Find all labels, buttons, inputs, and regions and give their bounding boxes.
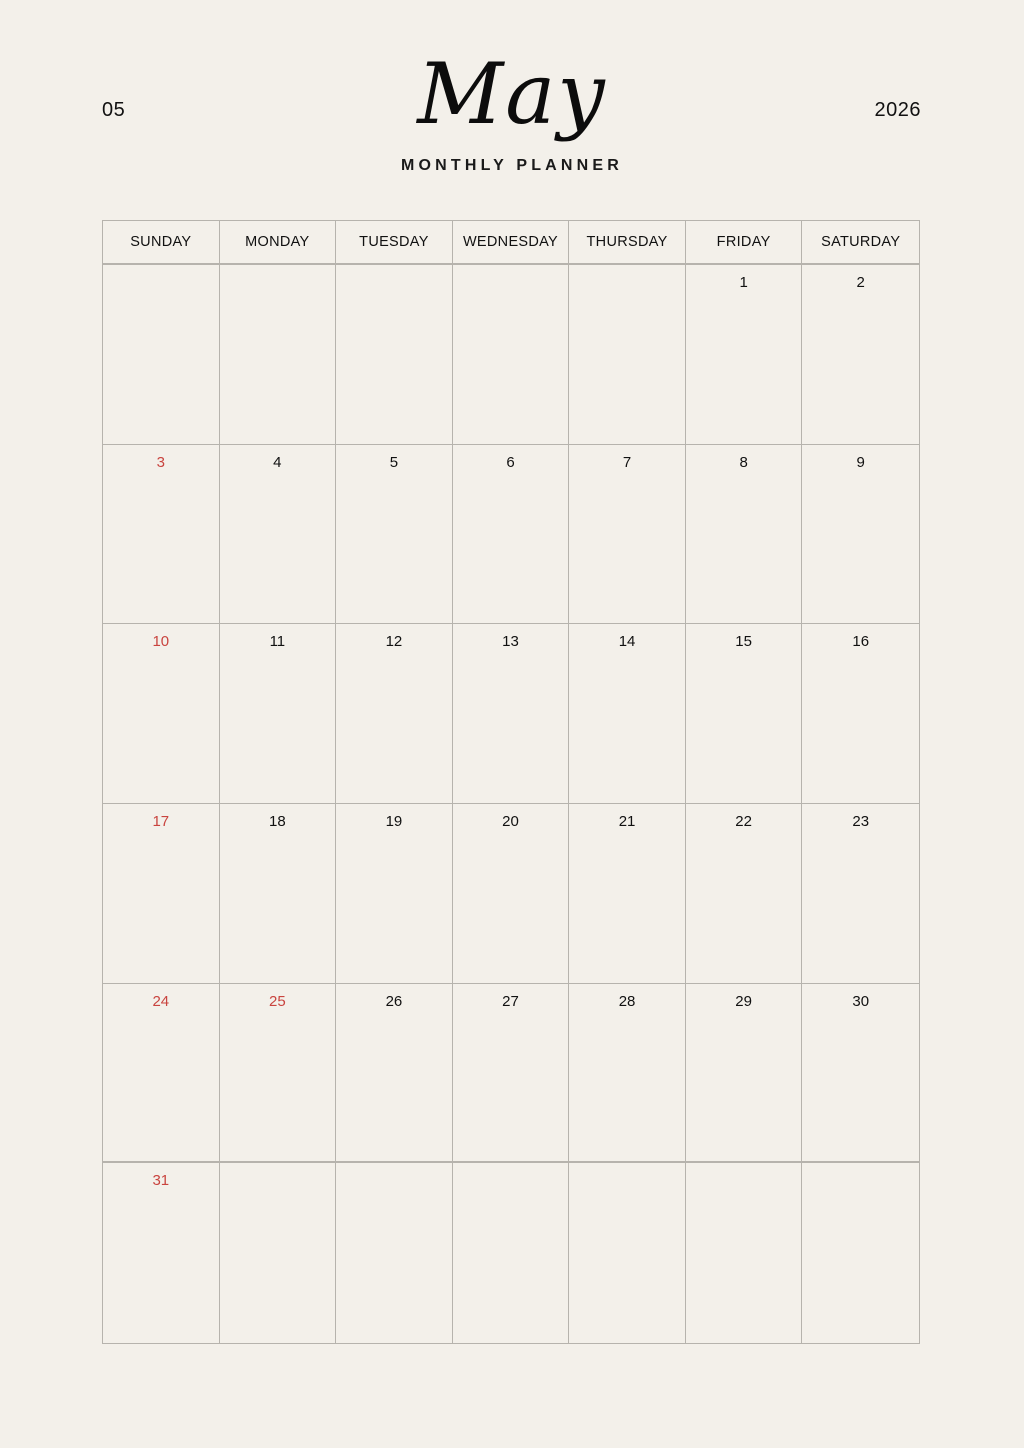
day-cell[interactable] xyxy=(220,624,337,804)
day-cell[interactable] xyxy=(686,624,803,804)
day-cell[interactable] xyxy=(802,1163,919,1343)
day-number: 27 xyxy=(502,992,519,1010)
day-cell[interactable] xyxy=(220,984,337,1164)
day-cell[interactable] xyxy=(802,445,919,625)
day-number: 8 xyxy=(739,453,748,471)
day-cell[interactable] xyxy=(569,624,686,804)
day-number: 15 xyxy=(735,633,752,651)
day-number: 6 xyxy=(506,453,515,471)
day-number: 4 xyxy=(273,453,282,471)
calendar-grid xyxy=(102,220,920,1344)
day-cell[interactable] xyxy=(453,445,570,625)
day-cell[interactable] xyxy=(220,445,337,625)
day-number: 18 xyxy=(269,813,286,830)
day-cell[interactable] xyxy=(453,1163,570,1343)
day-cell[interactable] xyxy=(453,624,570,804)
day-cell[interactable] xyxy=(103,445,220,625)
weekday-header-tuesday: TUESDAY xyxy=(336,221,453,265)
day-number: 24 xyxy=(152,992,170,1010)
day-cell[interactable] xyxy=(686,265,803,445)
day-cell[interactable] xyxy=(103,804,220,984)
day-cell[interactable] xyxy=(220,804,337,984)
day-cell[interactable] xyxy=(569,984,686,1164)
day-cell[interactable] xyxy=(103,1163,220,1343)
day-cell[interactable] xyxy=(802,624,919,804)
day-cell[interactable] xyxy=(220,1163,337,1343)
day-number: 22 xyxy=(735,813,752,830)
day-number: 25 xyxy=(269,992,286,1010)
day-number: 30 xyxy=(852,992,870,1010)
day-cell[interactable] xyxy=(569,445,686,625)
day-number: 2 xyxy=(856,274,865,291)
day-cell[interactable] xyxy=(453,804,570,984)
day-cell[interactable] xyxy=(336,804,453,984)
day-cell[interactable] xyxy=(453,984,570,1164)
day-number: 21 xyxy=(618,813,636,830)
day-number: 11 xyxy=(269,633,286,651)
day-cell[interactable] xyxy=(336,265,453,445)
day-cell[interactable] xyxy=(686,804,803,984)
day-cell[interactable] xyxy=(802,804,919,984)
day-cell[interactable] xyxy=(802,265,919,445)
day-number: 28 xyxy=(618,992,636,1010)
day-cell[interactable] xyxy=(802,984,919,1164)
day-cell[interactable] xyxy=(336,984,453,1164)
day-cell[interactable] xyxy=(453,265,570,445)
day-cell[interactable] xyxy=(686,1163,803,1343)
day-cell[interactable] xyxy=(569,804,686,984)
day-number: 16 xyxy=(852,633,870,651)
day-number: 9 xyxy=(856,453,865,471)
month-title: May xyxy=(417,45,607,143)
day-number: 12 xyxy=(385,633,403,651)
weekday-header-sunday: SUNDAY xyxy=(103,221,220,265)
day-cell[interactable] xyxy=(686,984,803,1164)
weekday-header-wednesday: WEDNESDAY xyxy=(453,221,570,265)
day-cell[interactable] xyxy=(220,265,337,445)
day-cell[interactable] xyxy=(569,265,686,445)
day-number: 31 xyxy=(152,1172,170,1190)
weekday-header-friday: FRIDAY xyxy=(686,221,803,265)
month-number: 05 xyxy=(102,99,126,121)
day-number: 3 xyxy=(156,453,165,471)
day-cell[interactable] xyxy=(336,445,453,625)
day-number: 14 xyxy=(618,633,636,651)
day-number: 17 xyxy=(152,813,170,830)
page-subtitle: MONTHLY PLANNER xyxy=(400,157,624,174)
day-number: 7 xyxy=(622,453,632,471)
day-number: 29 xyxy=(735,992,752,1010)
day-number: 13 xyxy=(502,633,519,651)
day-number: 10 xyxy=(152,633,170,651)
weekday-header-saturday: SATURDAY xyxy=(802,221,919,265)
day-cell[interactable] xyxy=(336,1163,453,1343)
day-number: 26 xyxy=(385,992,403,1010)
day-number: 23 xyxy=(852,813,870,830)
day-cell[interactable] xyxy=(103,624,220,804)
day-number: 19 xyxy=(385,813,403,830)
day-number: 20 xyxy=(502,813,519,830)
day-cell[interactable] xyxy=(103,265,220,445)
day-cell[interactable] xyxy=(103,984,220,1164)
weekday-header-monday: MONDAY xyxy=(220,221,337,265)
year-label: 2026 xyxy=(874,99,921,121)
weekday-header-thursday: THURSDAY xyxy=(569,221,686,265)
day-cell[interactable] xyxy=(686,445,803,625)
day-number: 5 xyxy=(389,453,399,471)
day-number: 1 xyxy=(739,274,748,291)
day-cell[interactable] xyxy=(569,1163,686,1343)
day-cell[interactable] xyxy=(336,624,453,804)
